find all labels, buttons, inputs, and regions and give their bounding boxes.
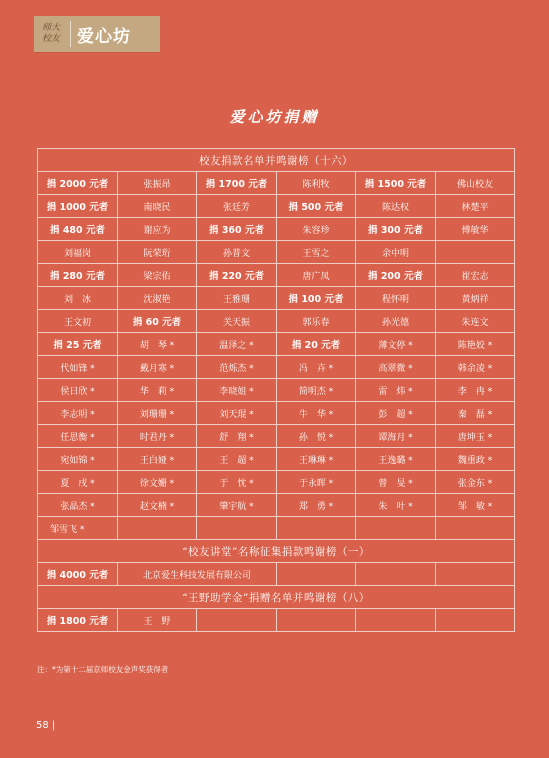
- amount-cell: 捐 4000 元者: [38, 563, 118, 586]
- table-title-row: [38, 149, 515, 172]
- donor-cell: 夏 戌 *: [38, 471, 118, 494]
- donor-cell: 陈达权: [356, 195, 436, 218]
- donor-cell: 唐广凤: [277, 264, 356, 287]
- donor-cell: 王 野: [118, 609, 197, 632]
- page-number: 58 |: [36, 720, 56, 731]
- donor-cell: 李志明 *: [38, 402, 118, 425]
- table-row: [38, 609, 515, 632]
- donor-cell: 冯 卉 *: [277, 356, 356, 379]
- amount-cell: 捐 1700 元者: [197, 172, 277, 195]
- donor-cell: 邹 敏 *: [436, 494, 515, 517]
- donor-table: [37, 148, 515, 632]
- amount-cell: 捐 25 元者: [38, 333, 118, 356]
- amount-cell: 捐 360 元者: [197, 218, 277, 241]
- empty-cell: [277, 563, 356, 586]
- donor-cell: 时君丹 *: [118, 425, 197, 448]
- footnote: 注：*为第十二届京师校友金声奖获得者: [37, 665, 169, 674]
- table-row: [38, 241, 515, 264]
- donor-cell: 王琳琳 *: [277, 448, 356, 471]
- donor-cell: 孙普文: [197, 241, 277, 264]
- donor-cell: 郑 勇 *: [277, 494, 356, 517]
- donor-cell: 魏重政 *: [436, 448, 515, 471]
- amount-cell: 捐 1000 元者: [38, 195, 118, 218]
- donor-cell: 王雅珊: [197, 287, 277, 310]
- donor-cell: 孙光德: [356, 310, 436, 333]
- donor-cell: 崔宏志: [436, 264, 515, 287]
- table-title-1: 校友捐款名单并鸣谢榜（十六）: [38, 149, 515, 172]
- donor-cell: 牛 华 *: [277, 402, 356, 425]
- donor-cell: 曾 旻 *: [356, 471, 436, 494]
- donor-cell: 程怀明: [356, 287, 436, 310]
- donor-cell: 张廷芳: [197, 195, 277, 218]
- donor-cell: 徐文姗 *: [118, 471, 197, 494]
- donor-cell: 张金东 *: [436, 471, 515, 494]
- table-row: [38, 494, 515, 517]
- header-divider: [70, 21, 71, 47]
- page-number-value: 58: [36, 720, 49, 731]
- donor-cell: 范烁杰 *: [197, 356, 277, 379]
- donor-cell: 刘 冰: [38, 287, 118, 310]
- donor-cell: 简明杰 *: [277, 379, 356, 402]
- donor-cell: 代如锋 *: [38, 356, 118, 379]
- amount-cell: 捐 300 元者: [356, 218, 436, 241]
- donor-cell: [277, 517, 356, 540]
- donor-cell: 舒 翔 *: [197, 425, 277, 448]
- donor-cell: 余中明: [356, 241, 436, 264]
- donor-cell: [436, 241, 515, 264]
- donor-cell: [436, 517, 515, 540]
- amount-cell: 捐 500 元者: [277, 195, 356, 218]
- table-row: [38, 310, 515, 333]
- empty-cell: [356, 609, 436, 632]
- donor-cell: 刘珊珊 *: [118, 402, 197, 425]
- donor-cell: 彭 超 *: [356, 402, 436, 425]
- donor-cell: [356, 517, 436, 540]
- stamp-line-2: 校友: [41, 34, 60, 44]
- table-row: [38, 218, 515, 241]
- donor-cell: 秦 磊 *: [436, 402, 515, 425]
- table-title-3: “王野助学金”捐赠名单并鸣谢榜（八）: [38, 586, 515, 609]
- donor-cell: 王雪之: [277, 241, 356, 264]
- amount-cell: 捐 1800 元者: [38, 609, 118, 632]
- donor-cell: [118, 517, 197, 540]
- amount-cell: 捐 100 元者: [277, 287, 356, 310]
- table-row: [38, 195, 515, 218]
- donor-cell: 邹雪飞 *: [38, 517, 118, 540]
- donor-cell: 朱容珍: [277, 218, 356, 241]
- table-row: [38, 287, 515, 310]
- donor-cell: 王文初: [38, 310, 118, 333]
- donor-cell: 雷 炜 *: [356, 379, 436, 402]
- table-row: [38, 425, 515, 448]
- donor-cell: 谭海月 *: [356, 425, 436, 448]
- empty-cell: [356, 563, 436, 586]
- donor-cell: 李 冉 *: [436, 379, 515, 402]
- donor-cell: 朱连文: [436, 310, 515, 333]
- donor-cell: 于永晖 *: [277, 471, 356, 494]
- empty-cell: [436, 563, 515, 586]
- donor-cell: 陈利牧: [277, 172, 356, 195]
- donor-cell: 戴月寒 *: [118, 356, 197, 379]
- table-title-2: “校友讲堂”名称征集捐款鸣谢榜（一）: [38, 540, 515, 563]
- amount-cell: 捐 2000 元者: [38, 172, 118, 195]
- header-title: 爱心坊: [77, 26, 131, 47]
- donor-cell: [197, 517, 277, 540]
- table-row: [38, 448, 515, 471]
- donor-cell: 于 忱 *: [197, 471, 277, 494]
- section-title: 爱心坊捐赠: [229, 108, 320, 126]
- section-header: [34, 16, 160, 52]
- donor-cell: 薄文停 *: [356, 333, 436, 356]
- donor-cell: 王逸璐 *: [356, 448, 436, 471]
- donor-cell: 郭乐春: [277, 310, 356, 333]
- donor-cell: 赵文楠 *: [118, 494, 197, 517]
- donor-cell: 孙 悦 *: [277, 425, 356, 448]
- table-row: [38, 563, 515, 586]
- donor-cell: 南晓民: [118, 195, 197, 218]
- donor-cell: 温泽之 *: [197, 333, 277, 356]
- donor-cell: 张晶杰 *: [38, 494, 118, 517]
- table-title-row: [38, 540, 515, 563]
- amount-cell: 捐 220 元者: [197, 264, 277, 287]
- donor-cell: 高翠微 *: [356, 356, 436, 379]
- alumni-stamp-logo: [34, 16, 68, 52]
- donor-cell: 肇宇航 *: [197, 494, 277, 517]
- empty-cell: [277, 609, 356, 632]
- table-row: [38, 517, 515, 540]
- table-row: [38, 402, 515, 425]
- donor-cell: 佛山校友: [436, 172, 515, 195]
- amount-cell: 捐 20 元者: [277, 333, 356, 356]
- donor-cell: 胡 琴 *: [118, 333, 197, 356]
- donor-cell: 李晓姐 *: [197, 379, 277, 402]
- donor-cell: 沈淑艳: [118, 287, 197, 310]
- donor-cell: 黄炳祥: [436, 287, 515, 310]
- donor-cell: 唐坤玉 *: [436, 425, 515, 448]
- empty-cell: [436, 609, 515, 632]
- donor-cell: 张振昂: [118, 172, 197, 195]
- donor-cell: 王白娅 *: [118, 448, 197, 471]
- table-row: [38, 172, 515, 195]
- donor-cell: 朱 叶 *: [356, 494, 436, 517]
- donor-cell: 阮荣珩: [118, 241, 197, 264]
- donor-cell: 梁宗佑: [118, 264, 197, 287]
- donor-cell: 陈艳姣 *: [436, 333, 515, 356]
- amount-cell: 捐 280 元者: [38, 264, 118, 287]
- table-row: [38, 379, 515, 402]
- donor-cell: 北京爱生科技发展有限公司: [118, 563, 277, 586]
- donor-cell: 关天振: [197, 310, 277, 333]
- table-row: [38, 471, 515, 494]
- donor-cell: 刘福岗: [38, 241, 118, 264]
- stamp-line-1: 师大: [41, 23, 60, 33]
- amount-cell: 捐 480 元者: [38, 218, 118, 241]
- donor-cell: 王 超 *: [197, 448, 277, 471]
- amount-cell: 捐 200 元者: [356, 264, 436, 287]
- donor-cell: 侯日欣 *: [38, 379, 118, 402]
- table-row: [38, 264, 515, 287]
- donor-cell: 宛如锦 *: [38, 448, 118, 471]
- table-row: [38, 356, 515, 379]
- donor-cell: 谢应为: [118, 218, 197, 241]
- donor-cell: 林楚平: [436, 195, 515, 218]
- amount-cell: 捐 1500 元者: [356, 172, 436, 195]
- donor-cell: 华 莉 *: [118, 379, 197, 402]
- donor-cell: 韩余凌 *: [436, 356, 515, 379]
- donor-cell: 任思衡 *: [38, 425, 118, 448]
- empty-cell: [197, 609, 277, 632]
- table-row: [38, 333, 515, 356]
- donor-cell: 傅敏华: [436, 218, 515, 241]
- amount-cell: 捐 60 元者: [118, 310, 197, 333]
- donor-cell: 刘天琨 *: [197, 402, 277, 425]
- table-title-row: [38, 586, 515, 609]
